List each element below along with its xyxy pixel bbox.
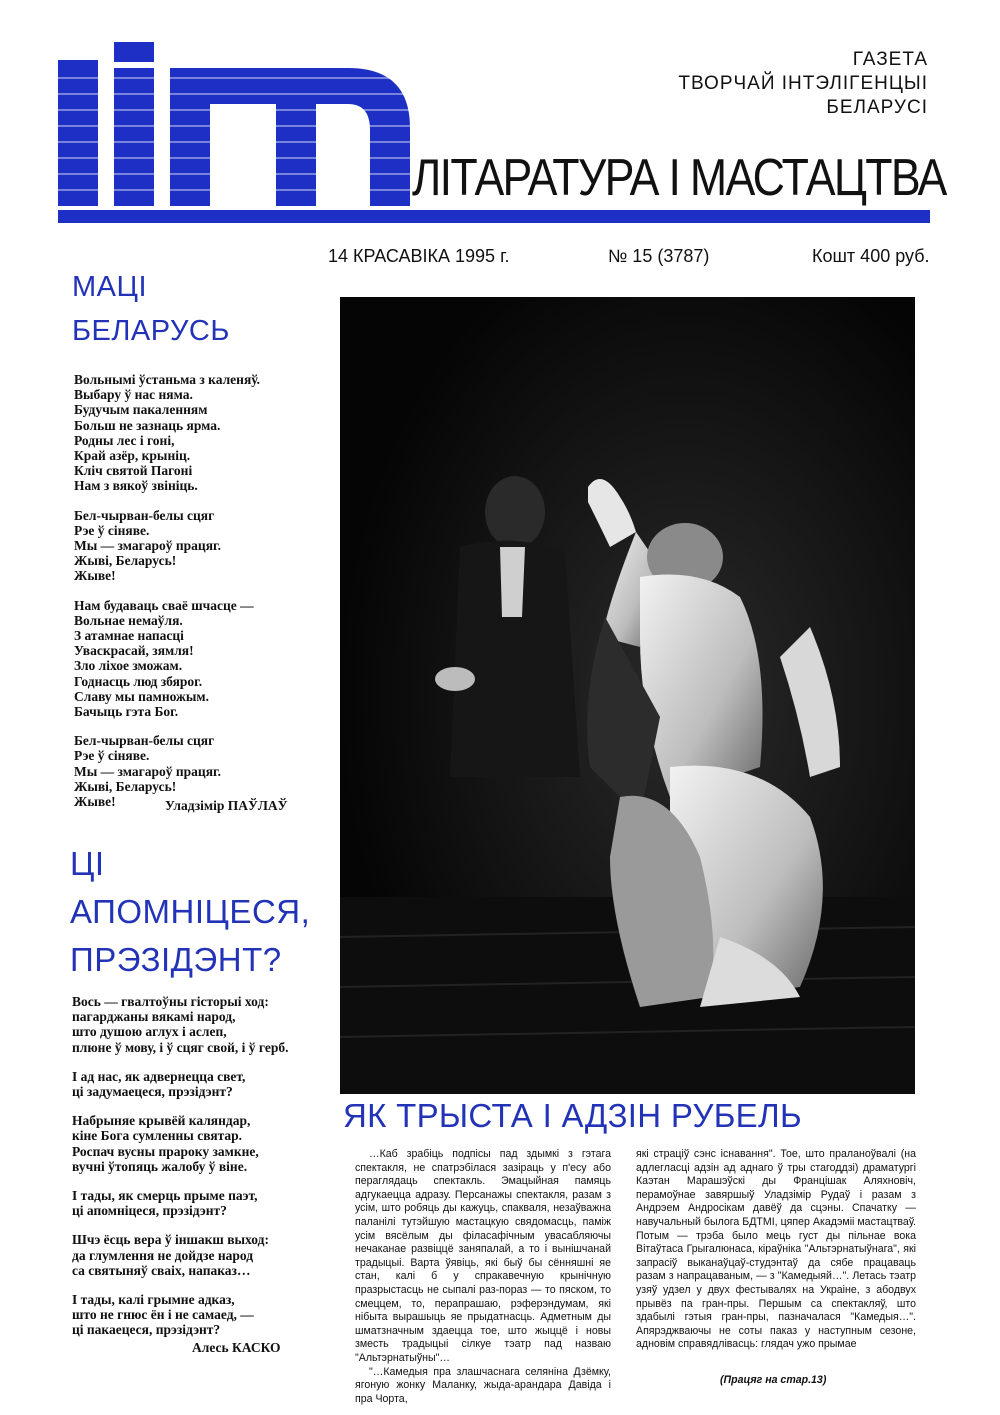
theatre-photo xyxy=(340,297,915,1094)
poem-line: Вольнымі ўстаньма з каленяў. xyxy=(74,372,261,387)
masthead-tagline xyxy=(678,48,928,120)
poem-stanza xyxy=(72,1069,322,1099)
poem-2-title-line: ЦІ xyxy=(70,845,105,882)
poem-line: Славу мы памножым. xyxy=(74,688,209,704)
poem-stanza xyxy=(74,372,314,494)
poem-line: са святыняў сваіх, напаказ… xyxy=(72,1262,251,1278)
poem-1-title-line: МАЦІ xyxy=(72,271,148,303)
tagline-line: ГАЗЕТА xyxy=(852,49,928,70)
poem-line: Нам будаваць сваё шчасце — xyxy=(74,597,254,613)
poem-line: Будучым пакаленням xyxy=(74,402,208,418)
poem-2-title-line: ПРЭЗІДЭНТ? xyxy=(70,941,282,978)
article-column-1 xyxy=(355,1148,611,1406)
poem-line: Рэе ў сіняве. xyxy=(74,522,150,538)
poem-line: Родны лес і гоні, xyxy=(74,432,175,448)
poem-line: Бел-чырван-белы сцяг xyxy=(74,507,215,523)
continued-note: (Працяг на стар.13) xyxy=(720,1374,827,1386)
poem-line: да глумлення не дойдзе народ xyxy=(72,1247,254,1263)
poem-line: Рэе ў сіняве. xyxy=(74,748,150,764)
poem-line: Край азёр, крыніц. xyxy=(74,448,191,464)
article-headline: ЯК ТРЫСТА І АДЗІН РУБЕЛЬ xyxy=(343,1097,802,1134)
logo-lim-lettering xyxy=(58,42,410,206)
tagline-line: ТВОРЧАЙ ІНТЭЛІГЕНЦЫІ xyxy=(678,73,928,94)
poem-stanza xyxy=(74,598,314,720)
poem-line: Выбару ў нас няма. xyxy=(74,387,193,403)
poem-line: пагарджаны вякамі народ, xyxy=(72,1009,236,1025)
article-column-2 xyxy=(636,1148,916,1352)
poem-line: Бел-чырван-белы сцяг xyxy=(74,733,215,749)
poem-1-title-line: БЕЛАРУСЬ xyxy=(72,315,230,347)
tagline-line: БЕЛАРУСІ xyxy=(826,97,928,118)
poem-stanza xyxy=(72,1292,322,1338)
poem-1-title xyxy=(72,268,322,350)
poem-stanza xyxy=(72,994,322,1055)
poem-line: Больш не зазнаць ярма. xyxy=(74,417,221,433)
poem-stanza xyxy=(72,1188,322,1218)
poem-stanza xyxy=(72,1232,322,1278)
poem-line: Вось — гвалтоўны гісторыі ход: xyxy=(72,994,269,1009)
poem-line: ці задумаецеся, прэзідэнт? xyxy=(72,1084,233,1100)
article-paragraph: …Каб зрабіць подпісы пад здымкі з гэтага спектакля, не спатрэбілася зазіраць у п'есу або пераглядаць спектакль. Эмацыйная памяць адгукаецца адразу. Персанажы спектакля, разам з усім, што робяць ды кажуць, спакваля, незаўважна паланілі тутэйшую мастацкую свядомасць, паміж усім вясёлым ды філасафічным увасабляючы нечаканае развіццё заняпалай, а то і вынішчанай традыцыі. Варта ўявіць, які быў бы сённяшні яе стан, калі б у спракавечную крынічную празрыстасць не сыпалі раз-пораз — то пяском, то смеццем, то, перапрашаю, рэферэндумам, які нібыта вырашыць яе прыдатнасць. Адметным ды шматзначным здаецца тое, што жыццё і новы зместь традыцыі сілкуе тэатр пад назваю "Альтэрнатыўны"… xyxy=(355,1148,611,1364)
poem-line: Жыві, Беларусь! xyxy=(74,553,177,569)
poem-line: І ад нас, як адвернецца свет, xyxy=(72,1068,246,1084)
poem-line: Шчэ ёсць вера ў іншакш выход: xyxy=(72,1232,269,1248)
poem-2-title xyxy=(70,840,330,984)
poem-line: Нам з вякоў звініць. xyxy=(74,478,198,494)
poem-line: Жыве! xyxy=(74,568,116,584)
poem-line: Зло ліхое зможам. xyxy=(74,658,183,674)
poem-2-title-line: АПОМНІЦЕСЯ, xyxy=(70,893,311,930)
poem-line: Жыві, Беларусь! xyxy=(74,778,177,794)
poem-2-body xyxy=(72,994,322,1352)
article-paragraph: "…Камедыя пра злашчаснага селяніна Дзёмку, ягоную жонку Маланку, жыда-арандара Давіда і пра Чорта, xyxy=(355,1365,611,1405)
poem-line: плюне ў мову, і ў сцяг свой, і ў герб. xyxy=(72,1039,289,1055)
poem-line: Вольнае немаўля. xyxy=(74,612,183,628)
poem-line: што не гнюс ён і не самаед, — xyxy=(72,1307,254,1323)
poem-line: ці апомніцеся, прэзідэнт? xyxy=(72,1203,227,1219)
poem-line: ці пакаецеся, прэзідэнт? xyxy=(72,1322,221,1338)
newspaper-logo xyxy=(58,38,410,208)
poem-line: кіне Бога сумленны святар. xyxy=(72,1128,243,1144)
issue-date: 14 КРАСАВІКА 1995 г. xyxy=(328,246,510,266)
poem-stanza xyxy=(72,1113,322,1174)
poem-2-author: Алесь КАСКО xyxy=(192,1340,281,1355)
poem-line: І тады, калі грымне адказ, xyxy=(72,1292,235,1308)
poem-stanza xyxy=(74,508,314,584)
poem-1-author: Уладзімір ПАЎЛАЎ xyxy=(165,798,288,813)
poem-line: Кліч святой Пагоні xyxy=(74,463,193,479)
poem-line: што душою аглух і аслеп, xyxy=(72,1024,227,1040)
photo-scene xyxy=(340,297,915,1094)
poem-1-body xyxy=(74,372,314,823)
poem-line: Мы — змагароў працяг. xyxy=(74,538,221,554)
masthead-rule xyxy=(58,210,930,223)
poem-line: І тады, як смерць прыме паэт, xyxy=(72,1188,258,1204)
poem-line: Уваскрасай, зямля! xyxy=(74,643,194,659)
poem-line: Годнасць люд збярог. xyxy=(74,673,203,689)
poem-line: Роспач вусны прароку замкне, xyxy=(72,1143,259,1159)
newspaper-title: ЛІТАРАТУРА І МАСТАЦТВА xyxy=(412,149,946,207)
article-paragraph: які страціў сэнс існавання". Тое, што праланоўвалі (на адлегласці адзін ад аднаго ў тры стагоддзі) драматургі Каэтан Марашэўскі ды Францішак Аляхновіч, перамоўнае завяршыў Уладзімір Рудаў і разам з Андрэем Андросікам давёў да сцэны. Спачатку — навучальный былога БДТМІ, цяпер Акадэміі мастацтваў. Потым — трэба было мець густ ды пільнае вока Вітаўтаса Грыгалюнаса, кіраўніка "Альтэрнатыўнага", які запрасіў выканаўцаў-студэнтаў да сябе працаваць разам з напрацаваным, — з "Камедыяй…". Летась тэатр узяў удзел у двух фестывалях на Украіне, з абодвух прывёз па гран-пры. Першым са спектакляў, што здабылі гэтыя гран-пры, пазначалася "Камедыя…". Апярэджваючы не соты паказ у наступным сезоне, адновім справядлівасць: глядач ужо прымае xyxy=(636,1148,916,1351)
poem-line: Жыве! xyxy=(74,794,116,810)
issue-number: № 15 (3787) xyxy=(608,246,710,266)
poem-line: Бачыць гэта Бог. xyxy=(74,704,179,720)
poem-line: З атамнае напасці xyxy=(74,628,184,644)
poem-line: Мы — змагароў працяг. xyxy=(74,763,221,779)
poem-line: Набрыняе крывёй каляндар, xyxy=(72,1113,251,1129)
issue-price: Кошт 400 руб. xyxy=(812,246,930,266)
poem-line: вучні ўтопяць жалобу ў віне. xyxy=(72,1158,248,1174)
